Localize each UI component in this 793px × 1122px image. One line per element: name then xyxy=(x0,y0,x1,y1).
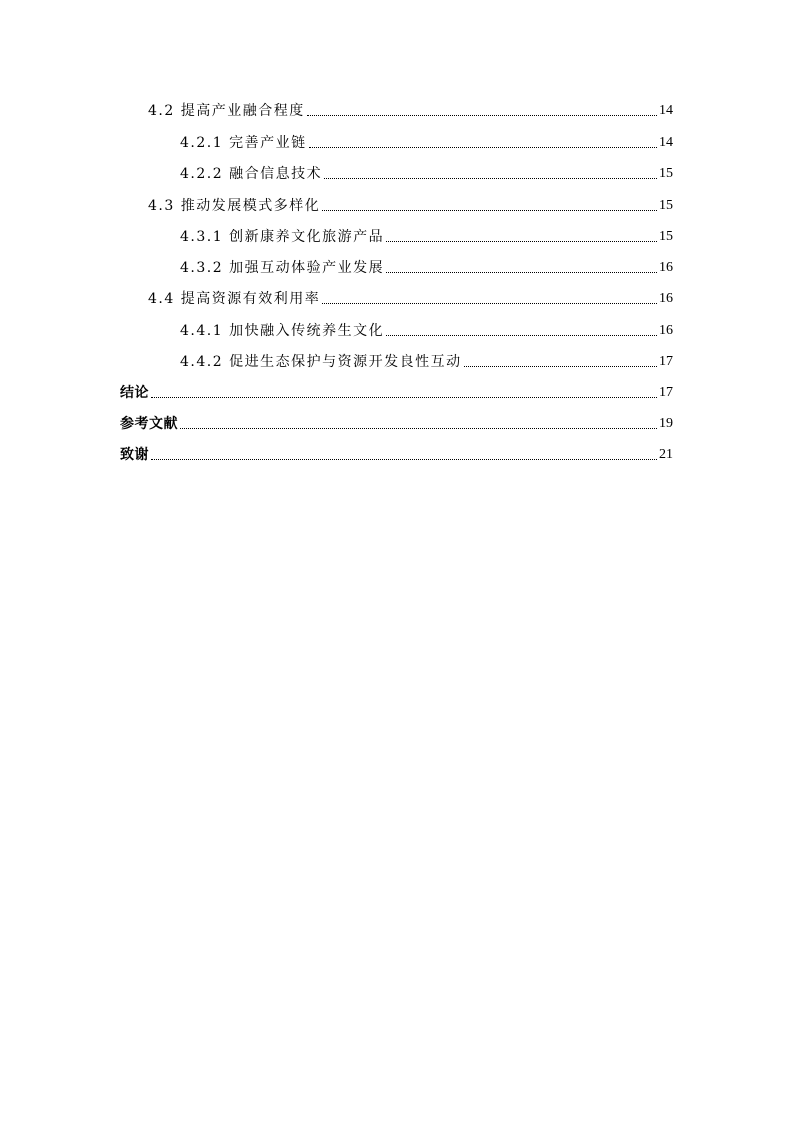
dot-leader xyxy=(322,210,657,211)
toc-page-number: 16 xyxy=(659,291,673,306)
toc-entry-title: 4.4.2 促进生态保护与资源开发良性互动 xyxy=(180,354,462,370)
dot-leader xyxy=(322,303,657,304)
toc-entry-title: 4.3.1 创新康养文化旅游产品 xyxy=(180,229,385,245)
toc-entry-conclusion[interactable] xyxy=(120,383,673,403)
dot-leader xyxy=(151,397,657,398)
toc-entry-title: 致谢 xyxy=(120,447,149,463)
toc-entry-4-2[interactable] xyxy=(148,101,673,121)
toc-page-number: 21 xyxy=(659,447,673,462)
dot-leader xyxy=(324,178,657,179)
toc-page-number: 14 xyxy=(659,135,673,150)
dot-leader xyxy=(151,459,657,460)
toc-entry-4-4[interactable] xyxy=(148,289,673,309)
toc-page-number: 15 xyxy=(659,198,673,213)
toc-page-number: 16 xyxy=(659,260,673,275)
toc-entry-4-4-1[interactable] xyxy=(180,321,673,341)
toc-entry-references[interactable] xyxy=(120,414,673,434)
toc-entry-4-3[interactable] xyxy=(148,196,673,216)
toc-entry-title: 4.4.1 加快融入传统养生文化 xyxy=(180,323,385,339)
toc-entry-4-4-2[interactable] xyxy=(180,352,673,372)
toc-entry-title: 4.3 推动发展模式多样化 xyxy=(148,198,321,214)
toc-entry-title: 4.3.2 加强互动体验产业发展 xyxy=(180,260,385,276)
dot-leader xyxy=(386,272,657,273)
toc-page-number: 14 xyxy=(659,103,673,118)
dot-leader xyxy=(386,335,657,336)
toc-entry-title: 参考文献 xyxy=(120,416,178,432)
toc-entry-title: 4.4 提高资源有效利用率 xyxy=(148,291,321,307)
toc-entry-title: 4.2.1 完善产业链 xyxy=(180,135,307,151)
toc-entry-4-3-1[interactable] xyxy=(180,227,673,247)
toc-entry-4-2-1[interactable] xyxy=(180,133,673,153)
toc-page-number: 17 xyxy=(659,354,673,369)
dot-leader xyxy=(386,241,657,242)
toc-entry-4-3-2[interactable] xyxy=(180,258,673,278)
toc-page-number: 17 xyxy=(659,385,673,400)
toc-page-number: 16 xyxy=(659,323,673,338)
toc-page-number: 19 xyxy=(659,416,673,431)
dot-leader xyxy=(307,115,657,116)
toc-page-number: 15 xyxy=(659,166,673,181)
dot-leader xyxy=(309,147,657,148)
dot-leader xyxy=(464,366,657,367)
dot-leader xyxy=(180,428,657,429)
toc-entry-title: 4.2.2 融合信息技术 xyxy=(180,166,323,182)
toc-entry-4-2-2[interactable] xyxy=(180,164,673,184)
toc-entry-acknowledgements[interactable] xyxy=(120,445,673,465)
toc-page-number: 15 xyxy=(659,229,673,244)
toc-entry-title: 结论 xyxy=(120,385,149,401)
toc-entry-title: 4.2 提高产业融合程度 xyxy=(148,103,305,119)
